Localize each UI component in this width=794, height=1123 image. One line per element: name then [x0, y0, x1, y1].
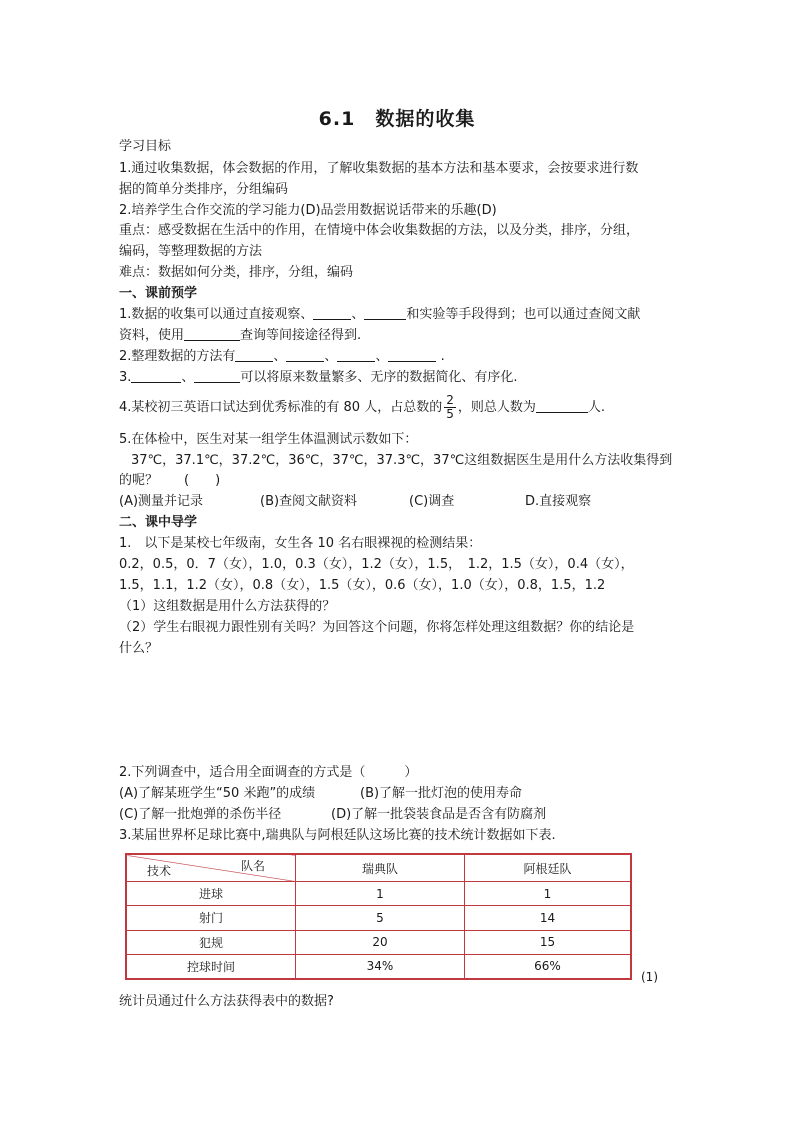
- table-cell: 14: [465, 906, 631, 930]
- option-d: D.直接观察: [525, 494, 592, 509]
- table-cell: 20: [296, 930, 465, 954]
- guide-q1-sub-2-line-2: 什么？: [119, 641, 159, 656]
- option-a: (A)了解某班学生“50 米跑”的成绩: [119, 786, 316, 801]
- guide-q1-sub-1: （1）这组数据是用什么方法获得的？: [119, 599, 336, 614]
- row-label: 控球时间: [127, 954, 296, 978]
- option-b: (B)查阅文献资料: [260, 494, 358, 509]
- goals-heading: 学习目标: [119, 139, 172, 154]
- separator: 、: [181, 370, 195, 385]
- preview-q2: [119, 347, 679, 367]
- table-cell: 5: [296, 906, 465, 930]
- answer-blank[interactable]: [388, 347, 436, 362]
- guide-heading: 二、课中导学: [119, 515, 198, 530]
- table-row: [127, 906, 631, 930]
- guide-q1-data-line-2: 1.5，1.1，1.2（女），0.8（女），1.5（女），0.6（女），1.0（女），0.8，1.5，1.2: [119, 578, 606, 593]
- text: 查询等间接途径得到.: [240, 328, 362, 343]
- guide-q1-sub-2-line-1: （2）学生右眼视力跟性别有关吗？为回答这个问题，你将怎样处理这组数据？你的结论是: [119, 620, 635, 635]
- option-b: (B)了解一批灯泡的使用寿命: [360, 786, 523, 801]
- text: 3.: [119, 370, 132, 385]
- text: 和实验等手段得到；也可以通过查阅文献: [406, 307, 641, 322]
- preview-q5-line-3: 的呢？ ( ): [119, 473, 221, 488]
- table-cell: 34%: [296, 954, 465, 978]
- answer-blank[interactable]: [131, 368, 181, 383]
- match-stats-table: [125, 853, 632, 980]
- table-cell: 1: [296, 882, 465, 906]
- option-a: (A)测量并记录: [119, 494, 204, 509]
- text: 、: [351, 307, 365, 322]
- text: ，则总人数为: [457, 400, 536, 415]
- text: 4.某校初三英语口试达到优秀标准的有 80 人，占总数的: [119, 400, 443, 415]
- text: 1.数据的收集可以通过直接观察、: [119, 307, 314, 322]
- preview-heading: 一、课前预学: [119, 286, 198, 301]
- preview-q1-line-2: [119, 326, 679, 346]
- goal-2: 2.培养学生合作交流的学习能力(D)品尝用数据说话带来的乐趣(D): [119, 203, 497, 218]
- answer-blank[interactable]: [364, 305, 406, 320]
- difficulty: 难点：数据如何分类，排序，分组，编码: [119, 265, 354, 280]
- preview-q3: [119, 368, 679, 388]
- separator: 、: [324, 349, 338, 364]
- option-c: (C)了解一批炮弹的杀伤半径: [119, 807, 282, 822]
- answer-blank[interactable]: [313, 305, 351, 320]
- corner-bottom-label: 技术: [147, 864, 172, 878]
- key-point-line-2: 编码，等整理数据的方法: [119, 244, 263, 259]
- answer-blank[interactable]: [184, 326, 240, 341]
- key-point-line-1: 重点：感受数据在生活中的作用，在情境中体会收集数据的方法，以及分类，排序，分组，: [119, 223, 640, 238]
- page-title: 6.1 数据的收集: [318, 108, 476, 130]
- guide-q3-question: 统计员通过什么方法获得表中的数据?: [119, 994, 334, 1009]
- option-c: (C)调查: [409, 494, 455, 509]
- separator: 、: [375, 349, 389, 364]
- row-label: 进球: [127, 882, 296, 906]
- answer-blank[interactable]: [194, 368, 240, 383]
- sub-question-number: (1): [641, 970, 658, 984]
- table-row: [127, 954, 631, 978]
- guide-q1: 1. 以下是某校七年级南，女生各 10 名右眼裸视的检测结果：: [119, 536, 482, 551]
- text: .: [436, 349, 445, 364]
- answer-blank[interactable]: [286, 347, 324, 362]
- fraction: [444, 394, 456, 421]
- preview-q5-line-1: 5.在体检中，医生对某一组学生体温测试示数如下：: [119, 432, 418, 447]
- text: 2.整理数据的方法有: [119, 349, 236, 364]
- answer-blank[interactable]: [536, 398, 588, 413]
- corner-top-label: 队名: [240, 859, 265, 873]
- option-d: (D)了解一批袋装食品是否含有防腐剂: [331, 807, 547, 822]
- answer-blank[interactable]: [337, 347, 375, 362]
- table-row: [127, 930, 631, 954]
- table-header-row: [127, 855, 631, 882]
- table-cell: 1: [465, 882, 631, 906]
- guide-q2: 2.下列调查中，适合用全面调查的方式是（ ）: [119, 765, 418, 780]
- goal-1-line-1: 1.通过收集数据，体会数据的作用，了解收集数据的基本方法和基本要求，会按要求进行数: [119, 161, 639, 176]
- table-cell: 66%: [465, 954, 631, 978]
- row-label: 犯规: [127, 930, 296, 954]
- table-corner-cell: [127, 855, 296, 882]
- separator: 、: [273, 349, 287, 364]
- goal-1-line-2: 据的简单分类排序，分组编码: [119, 182, 289, 197]
- table-row: [127, 882, 631, 906]
- text: 可以将原来数量繁多、无序的数据简化、有序化.: [240, 370, 518, 385]
- column-header: 瑞典队: [296, 855, 465, 882]
- preview-q4: [119, 394, 679, 421]
- preview-q1-line-1: [119, 305, 679, 325]
- fraction-numerator: 2: [446, 393, 454, 407]
- text: 资料，使用: [119, 328, 185, 343]
- row-label: 射门: [127, 906, 296, 930]
- guide-q1-data-line-1: 0.2，0.5，0．7（女），1.0，0.3（女），1.2（女），1.5， 1.2，1.5（女），0.4（女），: [119, 557, 634, 572]
- answer-blank[interactable]: [235, 347, 273, 362]
- column-header: 阿根廷队: [465, 855, 631, 882]
- text: 人.: [587, 400, 606, 415]
- guide-q3: 3.某届世界杯足球比赛中,瑞典队与阿根廷队这场比赛的技术统计数据如下表.: [119, 828, 556, 843]
- preview-q5-line-2: 37℃，37.1℃，37.2℃，36℃，37℃，37.3℃，37℃这组数据医生是用什么方法收集得到: [131, 453, 673, 468]
- fraction-denominator: 5: [446, 407, 454, 421]
- table-cell: 15: [465, 930, 631, 954]
